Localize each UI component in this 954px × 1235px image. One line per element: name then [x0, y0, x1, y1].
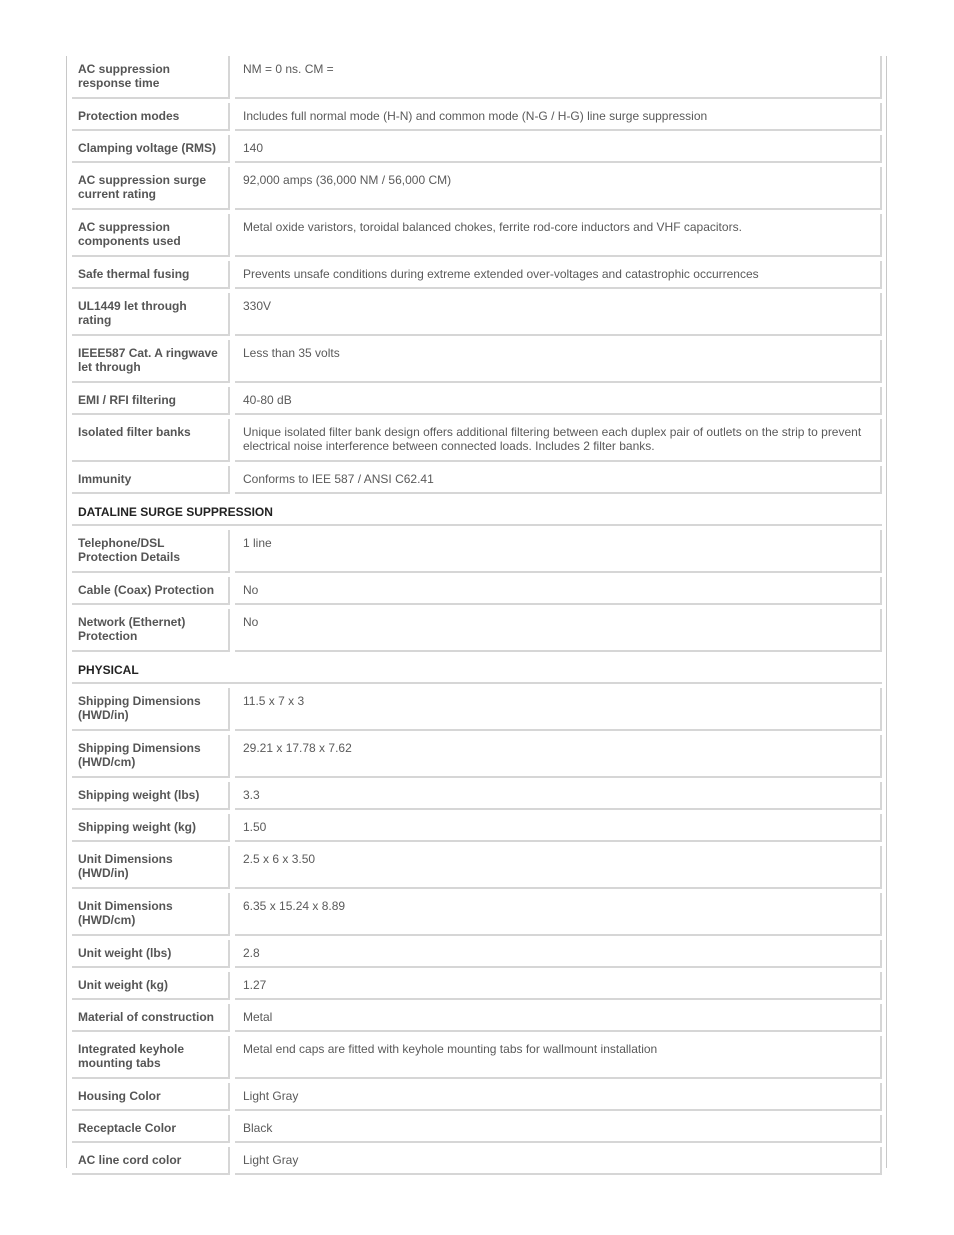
spec-value: 11.5 x 7 x 3 [235, 688, 882, 731]
spec-value: Conforms to IEE 587 / ANSI C62.41 [235, 466, 882, 494]
spec-value: 29.21 x 17.78 x 7.62 [235, 735, 882, 778]
spec-label: AC suppression surge current rating [72, 167, 230, 210]
spec-row [72, 340, 882, 383]
spec-value: No [235, 577, 882, 605]
spec-value: NM = 0 ns. CM = [235, 56, 882, 99]
spec-row [72, 103, 882, 131]
spec-value: 330V [235, 293, 882, 336]
spec-label: Shipping Dimensions (HWD/in) [72, 688, 230, 731]
spec-row [72, 1004, 882, 1032]
spec-value: 2.8 [235, 940, 882, 968]
spec-row [72, 609, 882, 652]
spec-value: Metal oxide varistors, toroidal balanced chokes, ferrite rod-core inductors and VHF capacitors. [235, 214, 882, 257]
spec-row [72, 735, 882, 778]
spec-label: Unit Dimensions (HWD/cm) [72, 893, 230, 936]
spec-row [72, 814, 882, 842]
spec-row [72, 261, 882, 289]
spec-label: Material of construction [72, 1004, 230, 1032]
spec-value: Less than 35 volts [235, 340, 882, 383]
spec-row [72, 893, 882, 936]
spec-value: No [235, 609, 882, 652]
spec-value: Metal [235, 1004, 882, 1032]
spec-label: Safe thermal fusing [72, 261, 230, 289]
spec-row [72, 940, 882, 968]
spec-label: AC line cord color [72, 1147, 230, 1175]
spec-label: Network (Ethernet) Protection [72, 609, 230, 652]
spec-value: 92,000 amps (36,000 NM / 56,000 CM) [235, 167, 882, 210]
spec-label: Housing Color [72, 1083, 230, 1111]
spec-label: EMI / RFI filtering [72, 387, 230, 415]
spec-value: 1.50 [235, 814, 882, 842]
spec-label: Protection modes [72, 103, 230, 131]
spec-label: Receptacle Color [72, 1115, 230, 1143]
spec-label: IEEE587 Cat. A ringwave let through [72, 340, 230, 383]
spec-label: Clamping voltage (RMS) [72, 135, 230, 163]
spec-row [72, 387, 882, 415]
spec-label: Unit weight (kg) [72, 972, 230, 1000]
spec-row [72, 1147, 882, 1175]
spec-table [72, 56, 882, 1179]
spec-value: Light Gray [235, 1147, 882, 1175]
spec-row [72, 1115, 882, 1143]
spec-value: 3.3 [235, 782, 882, 810]
spec-label: Unit weight (lbs) [72, 940, 230, 968]
spec-label: Shipping weight (lbs) [72, 782, 230, 810]
spec-row [72, 293, 882, 336]
spec-label: Isolated filter banks [72, 419, 230, 462]
spec-row [72, 167, 882, 210]
spec-value: Prevents unsafe conditions during extreme extended over-voltages and catastrophic occurrences [235, 261, 882, 289]
spec-label: UL1449 let through rating [72, 293, 230, 336]
section-header: PHYSICAL [72, 656, 882, 684]
section-header: DATALINE SURGE SUPPRESSION [72, 498, 882, 526]
spec-row [72, 56, 882, 99]
spec-label: AC suppression components used [72, 214, 230, 257]
spec-value: 6.35 x 15.24 x 8.89 [235, 893, 882, 936]
spec-value: 1.27 [235, 972, 882, 1000]
spec-value: Light Gray [235, 1083, 882, 1111]
spec-label: Shipping Dimensions (HWD/cm) [72, 735, 230, 778]
spec-value: Metal end caps are fitted with keyhole mounting tabs for wallmount installation [235, 1036, 882, 1079]
spec-row [72, 135, 882, 163]
spec-row [72, 214, 882, 257]
spec-row [72, 419, 882, 462]
spec-row [72, 530, 882, 573]
spec-value: Unique isolated filter bank design offers additional filtering between each duplex pair of outlets on the strip to prevent electrical noise interference between connected loads. Includes 2 filter banks. [235, 419, 882, 462]
spec-value: 2.5 x 6 x 3.50 [235, 846, 882, 889]
spec-value: 40-80 dB [235, 387, 882, 415]
spec-value: 140 [235, 135, 882, 163]
spec-label: AC suppression response time [72, 56, 230, 99]
spec-label: Cable (Coax) Protection [72, 577, 230, 605]
spec-row [72, 972, 882, 1000]
spec-value: Includes full normal mode (H-N) and common mode (N-G / H-G) line surge suppression [235, 103, 882, 131]
spec-row [72, 1036, 882, 1079]
spec-row [72, 577, 882, 605]
spec-row [72, 846, 882, 889]
spec-value: 1 line [235, 530, 882, 573]
spec-label: Shipping weight (kg) [72, 814, 230, 842]
spec-row [72, 1083, 882, 1111]
spec-row [72, 466, 882, 494]
spec-value: Black [235, 1115, 882, 1143]
spec-label: Immunity [72, 466, 230, 494]
spec-label: Telephone/DSL Protection Details [72, 530, 230, 573]
spec-row [72, 688, 882, 731]
spec-label: Integrated keyhole mounting tabs [72, 1036, 230, 1079]
spec-label: Unit Dimensions (HWD/in) [72, 846, 230, 889]
spec-row [72, 782, 882, 810]
